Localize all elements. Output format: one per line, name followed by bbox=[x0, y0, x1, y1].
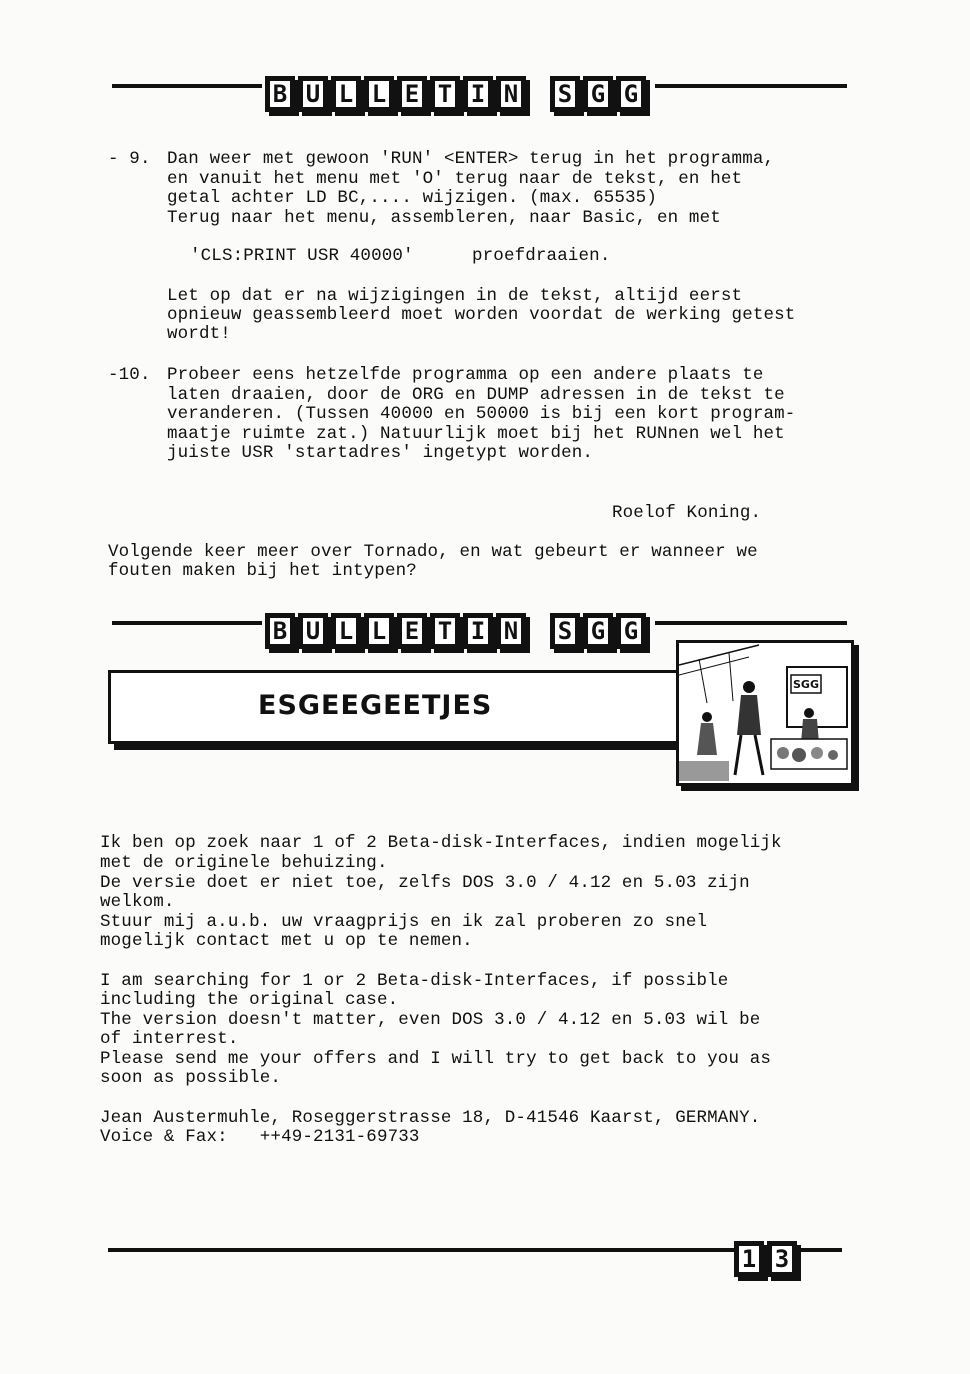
bleed-through-texture bbox=[860, 160, 861, 161]
author-signature: Roelof Koning. bbox=[612, 503, 762, 523]
esgeegeetjes-title: ESGEEGEETJES bbox=[258, 690, 493, 721]
banner-letter: B bbox=[265, 613, 295, 649]
market-stall-drawing bbox=[679, 643, 851, 783]
ad-english-line: soon as possible. bbox=[100, 1068, 282, 1088]
banner-letter: L bbox=[331, 613, 361, 649]
banner-letter: L bbox=[331, 76, 361, 112]
contact-address: Jean Austermuhle, Roseggerstrasse 18, D-41546 Kaarst, GERMANY. bbox=[100, 1108, 761, 1128]
banner-letter: T bbox=[430, 613, 460, 649]
contact-phone: Voice & Fax: ++49-2131-69733 bbox=[100, 1127, 420, 1147]
top-rule-right bbox=[655, 84, 847, 88]
banner-letter: S bbox=[550, 613, 580, 649]
page-number-digit: 1 bbox=[734, 1241, 764, 1277]
banner-letter: L bbox=[364, 76, 394, 112]
ad-dutch-line: met de originele behuizing. bbox=[100, 853, 388, 873]
ad-dutch-line: welkom. bbox=[100, 892, 175, 912]
step-9-line: Dan weer met gewoon 'RUN' <ENTER> terug in het programma, bbox=[167, 149, 775, 169]
top-rule-left bbox=[112, 84, 262, 88]
ad-english-line: I am searching for 1 or 2 Beta-disk-Interfaces, if possible bbox=[100, 971, 729, 991]
bottom-rule bbox=[108, 1248, 734, 1252]
step-9-command: 'CLS:PRINT USR 40000' bbox=[190, 246, 414, 266]
next-time-line: fouten maken bij het intypen? bbox=[108, 561, 417, 581]
bottom-rule-right bbox=[800, 1248, 842, 1252]
page-number bbox=[734, 1241, 797, 1277]
ad-english-line: including the original case. bbox=[100, 990, 399, 1010]
banner-letter: G bbox=[616, 76, 646, 112]
page-number-digit: 3 bbox=[767, 1241, 797, 1277]
bulletin-sgg-banner-top bbox=[265, 76, 646, 112]
market-stall-illustration bbox=[676, 640, 854, 786]
next-time-line: Volgende keer meer over Tornado, en wat gebeurt er wanneer we bbox=[108, 542, 758, 562]
ad-english-line: of interrest. bbox=[100, 1029, 239, 1049]
step-10-line: juiste USR 'startadres' ingetypt worden. bbox=[167, 443, 594, 463]
banner-letter: E bbox=[397, 613, 427, 649]
step-10-line: veranderen. (Tussen 40000 en 50000 is bij een kort program- bbox=[167, 404, 796, 424]
step-9-note: wordt! bbox=[167, 324, 231, 344]
step-10-number: -10. bbox=[108, 365, 151, 385]
ad-dutch-line: Ik ben op zoek naar 1 of 2 Beta-disk-Interfaces, indien mogelijk bbox=[100, 833, 782, 853]
banner-letter: N bbox=[496, 613, 526, 649]
step-10-line: laten draaien, door de ORG en DUMP adressen in de tekst te bbox=[167, 385, 785, 405]
step-9-command-suffix: proefdraaien. bbox=[472, 246, 611, 266]
step-9-number: - 9. bbox=[108, 149, 151, 169]
step-9-line: Terug naar het menu, assembleren, naar Basic, en met bbox=[167, 208, 721, 228]
bulletin-sgg-banner-mid bbox=[265, 613, 646, 649]
banner-letter: B bbox=[265, 76, 295, 112]
banner-letter: U bbox=[298, 613, 328, 649]
step-9-line: getal achter LD BC,.... wijzigen. (max. 65535) bbox=[167, 188, 657, 208]
banner-letter: L bbox=[364, 613, 394, 649]
step-10-line: Probeer eens hetzelfde programma op een andere plaats te bbox=[167, 365, 764, 385]
step-9-note: Let op dat er na wijzigingen in de tekst, altijd eerst bbox=[167, 286, 743, 306]
ad-dutch-line: Stuur mij a.u.b. uw vraagprijs en ik zal proberen zo snel bbox=[100, 912, 708, 932]
banner-letter: G bbox=[583, 613, 613, 649]
banner-letter: I bbox=[463, 613, 493, 649]
mid-rule-right bbox=[655, 621, 847, 625]
banner-letter: G bbox=[616, 613, 646, 649]
step-9-note: opnieuw geassembleerd moet worden voordat de werking getest bbox=[167, 305, 796, 325]
banner-letter: G bbox=[583, 76, 613, 112]
mid-rule-left bbox=[112, 621, 262, 625]
banner-letter: U bbox=[298, 76, 328, 112]
banner-letter: I bbox=[463, 76, 493, 112]
banner-letter: E bbox=[397, 76, 427, 112]
ad-dutch-line: mogelijk contact met u op te nemen. bbox=[100, 931, 473, 951]
step-10-line: maatje ruimte zat.) Natuurlijk moet bij het RUNnen wel het bbox=[167, 424, 785, 444]
banner-letter: S bbox=[550, 76, 580, 112]
stall-sign-text: SGG bbox=[793, 678, 819, 691]
ad-english-line: The version doesn't matter, even DOS 3.0 / 4.12 en 5.03 wil be bbox=[100, 1010, 761, 1030]
banner-letter: T bbox=[430, 76, 460, 112]
ad-dutch-line: De versie doet er niet toe, zelfs DOS 3.0 / 4.12 en 5.03 zijn bbox=[100, 873, 750, 893]
banner-letter: N bbox=[496, 76, 526, 112]
step-9-line: en vanuit het menu met 'O' terug naar de tekst, en het bbox=[167, 169, 743, 189]
ad-english-line: Please send me your offers and I will try to get back to you as bbox=[100, 1049, 772, 1069]
